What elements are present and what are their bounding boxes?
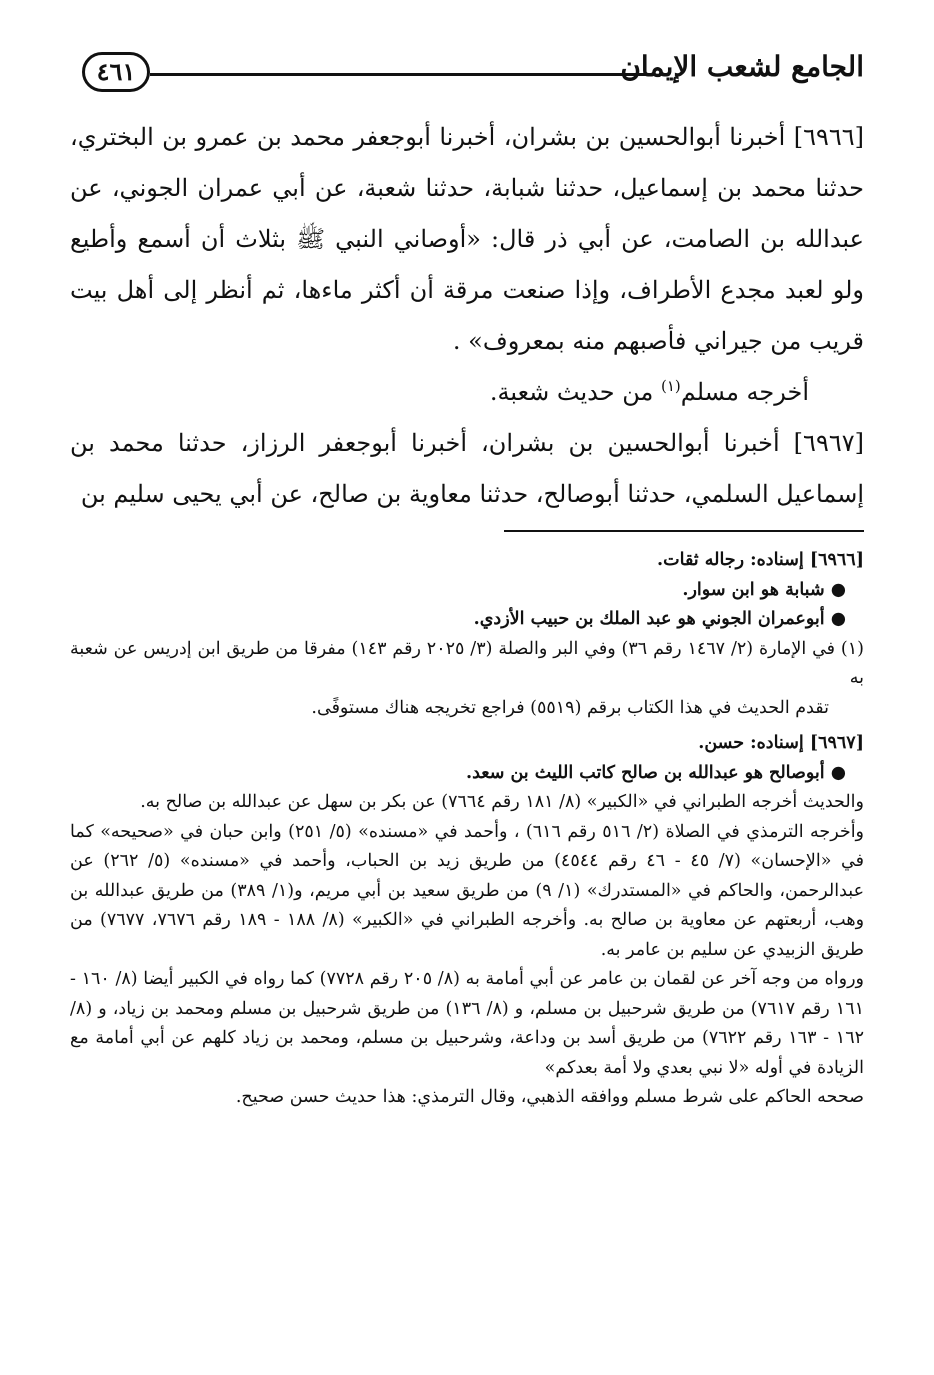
running-title: الجامع لشعب الإيمان <box>620 50 864 83</box>
bullet-icon: ● <box>824 762 846 783</box>
page-number: ٤٦١ <box>82 52 150 92</box>
takhrij-line <box>70 367 864 418</box>
footnote-paragraph: والحديث أخرجه الطبراني في «الكبير» (٨/ ١٨١ رقم ٧٦٦٤) عن بكر بن سهل عن عبدالله بن صالح به. <box>140 792 864 812</box>
footnote-bullet: ● شبابة هو ابن سوار. <box>682 579 846 600</box>
footnote-paragraph: وأخرجه الترمذي في الصلاة (٢/ ٥١٦ رقم ٦١٦) ، وأحمد في «مسنده» (٥/ ٢٥١) وابن حبان في «صحيحه» كما في «الإحسان» (٧/ ٤٥ - ٤٦ رقم ٤٥٤٤) من طريق زيد بن الحباب، وأحمد في «مسنده» (٥/ ٢٦٢) عن عبدالرحمن، والحاكم في «المستدرك» (١/ ٩) من طريق سعيد بن أبي مريم، و(١/ ٣٨٩) من طريق عبدالله بن وهب، أربعتهم عن معاوية بن صالح به. وأخرجه الطبراني في «الكبير» (٨/ ١٨٨ - ١٨٩ رقم ٧٦٧٦، ٧٦٧٧) من طريق الزبيدي عن سليم بن عامر به. <box>70 821 865 960</box>
footnotes <box>70 546 864 1113</box>
page-header <box>70 40 864 100</box>
header-rule <box>150 73 649 76</box>
footnote-bullet: ● أبوصالح هو عبدالله بن صالح كاتب الليث بن سعد. <box>465 762 846 783</box>
hadith-text: أخبرنا أبوالحسين بن بشران، أخبرنا أبوجعفر محمد بن عمرو بن البختري، حدثنا محمد بن إسماعيل، حدثنا شبابة، حدثنا شعبة، عن أبي عمران الجوني، عن عبدالله بن الصامت، عن أبي ذر قال: «أوصاني النبي ﷺ بثلاث أن أسمع وأطيع ولو لعبد مجدع الأطراف، وإذا صنعت مرقة أن أكثر ماءها، ثم أنظر إلى أهل بيت قريب من جيراني فأصبهم منه بمعروف» . <box>70 123 864 355</box>
footnote-1: (١) في الإمارة (٢/ ١٤٦٧ رقم ٣٦) وفي البر والصلة (٣/ ٢٠٢٥ رقم ١٤٣) مفرقا من طريق ابن إدريس عن شعبة به <box>70 638 864 688</box>
main-text <box>70 112 864 520</box>
hadith-6967 <box>70 418 864 520</box>
hadith-text: أخبرنا أبوالحسين بن بشران، أخبرنا أبوجعفر الرزاز، حدثنا محمد بن إسماعيل السلمي، حدثنا أبوصالح، حدثنا معاوية بن صالح، عن أبي يحيى سليم بن <box>70 429 864 508</box>
hadith-6966 <box>70 112 864 367</box>
footnote-marker[interactable]: (١) <box>660 377 681 395</box>
footnote-paragraph: ورواه من وجه آخر عن لقمان بن عامر عن أبي أمامة به (٨/ ٢٠٥ رقم ٧٧٢٨) كما رواه في الكبير أيضا (٨/ ١٦٠ - ١٦١ رقم ٧٦١٧) من طريق شرحبيل بن مسلم، و (٨/ ١٣٦) من طريق شرحبيل بن مسلم ومحمد بن زياد، و (٨/ ١٦٢ - ١٦٣ رقم ٧٦٢٢) من طريق أسد بن وداعة، وشرحبيل بن مسلم، ومحمد بن زياد كلهم عن أبي أمامة مع الزيادة في أوله «لا نبي بعدي ولا أمة بعدكم» <box>70 969 864 1078</box>
bullet-icon: ● <box>824 579 846 600</box>
book-page <box>70 40 864 1335</box>
footnote-paragraph: صححه الحاكم على شرط مسلم ووافقه الذهبي، وقال الترمذي: هذا حديث حسن صحيح. <box>235 1087 864 1107</box>
bullet-icon: ● <box>824 609 846 629</box>
footnote-heading: [٦٩٦٧] إسناده: حسن. <box>698 733 864 753</box>
hadith-number: [٦٩٦٧] <box>793 429 864 457</box>
footnote-1-continuation: تقدم الحديث في هذا الكتاب برقم (٥٥١٩) فراجع تخريجه هناك مستوفًى. <box>311 697 829 718</box>
footnote-separator <box>504 530 864 532</box>
takhrij-text: أخرجه مسلم <box>680 378 809 406</box>
hadith-number: [٦٩٦٦] <box>793 123 864 151</box>
footnote-bullet: ● أبوعمران الجوني هو عبد الملك بن حبيب الأزدي. <box>473 609 846 629</box>
footnote-heading: [٦٩٦٦] إسناده: رجاله ثقات. <box>657 550 864 570</box>
takhrij-text-rest: من حديث شعبة. <box>489 378 661 406</box>
